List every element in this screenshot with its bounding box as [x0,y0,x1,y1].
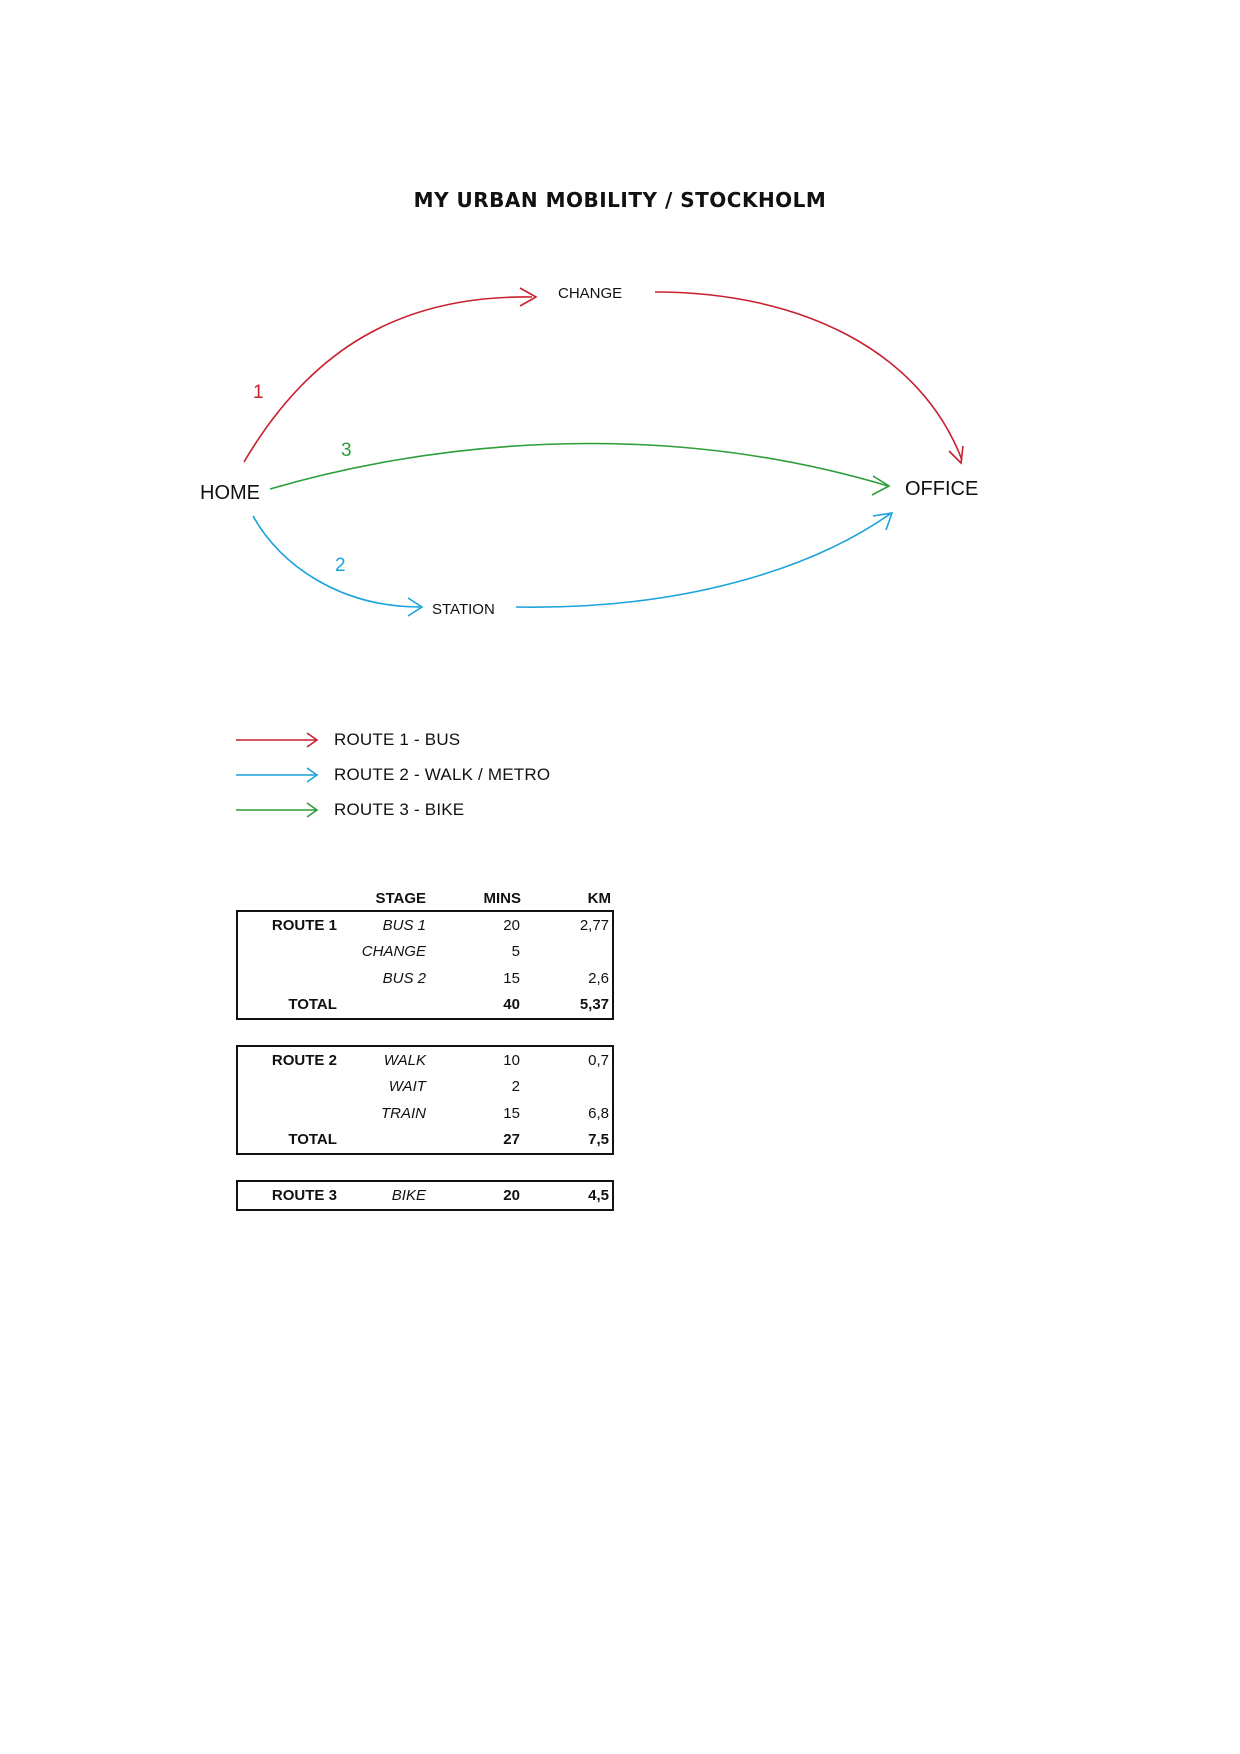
legend [234,722,550,827]
node-change: CHANGE [558,285,623,302]
mins-cell: 20 [503,916,520,934]
node-station: STATION [432,601,495,618]
route-name: ROUTE 2 [271,1051,337,1069]
stage-cell: BUS 1 [382,916,426,934]
route-1-arrow-icon [234,730,320,750]
node-office: OFFICE [905,478,979,500]
table-row [238,1100,612,1127]
stage-cell: WAIT [388,1078,426,1096]
stage-cell: WALK [383,1051,426,1069]
stage-cell: BIKE [391,1186,426,1204]
node-home: HOME [200,482,260,504]
table-row [238,1182,612,1209]
legend-label: ROUTE 2 - WALK / METRO [334,764,551,784]
mins-cell: 15 [503,969,520,987]
km-cell: 2,6 [588,969,610,987]
table-row [238,939,612,966]
header-km: KM [587,889,611,907]
mins-cell: 20 [503,1186,520,1204]
legend-item-route-2 [234,757,550,792]
stage-cell: CHANGE [361,943,426,961]
mins-cell: 15 [503,1104,520,1122]
total-mins: 27 [503,1131,520,1149]
total-label: TOTAL [288,1131,337,1149]
table-row [238,912,612,939]
header-stage: STAGE [375,889,426,907]
total-km: 5,37 [579,996,610,1014]
route-2-table [236,1045,614,1155]
route-diagram [0,0,1240,700]
route-1-arrowhead-office [949,446,963,463]
route-2-arrow-icon [234,765,320,785]
route-1-leg-2 [655,292,962,460]
km-cell: 0,7 [588,1051,610,1069]
route-2-leg-2 [516,514,890,607]
stage-cell: BUS 2 [382,969,426,987]
legend-item-route-3 [234,792,550,827]
total-label: TOTAL [288,996,337,1014]
legend-label: ROUTE 1 - BUS [334,729,461,749]
km-cell: 6,8 [588,1104,610,1122]
km-cell: 2,77 [579,916,610,934]
mins-cell: 10 [503,1051,520,1069]
route-name: ROUTE 3 [271,1186,337,1204]
mins-cell: 2 [511,1078,520,1096]
route-3-arrow-icon [234,800,320,820]
total-km: 7,5 [588,1131,610,1149]
route-2-number: 2 [335,555,346,576]
route-1-leg-1 [244,297,532,462]
route-name: ROUTE 1 [271,916,337,934]
route-1-table [236,910,614,1020]
route-tables [236,886,614,1211]
header-mins: MINS [483,889,521,907]
km-cell: 4,5 [588,1186,610,1204]
route-3-number: 3 [341,440,352,461]
total-row [238,1127,612,1154]
route-3-table [236,1180,614,1211]
legend-label: ROUTE 3 - BIKE [334,799,465,819]
page-title: MY URBAN MOBILITY / STOCKHOLM [413,188,827,212]
table-row [238,965,612,992]
table-row [238,1047,612,1074]
route-3-line [270,444,888,489]
table-header [236,886,614,910]
mins-cell: 5 [511,943,520,961]
stage-cell: TRAIN [380,1104,426,1122]
total-mins: 40 [503,996,520,1014]
total-row [238,992,612,1019]
legend-item-route-1 [234,722,550,757]
table-row [238,1074,612,1101]
route-1-number: 1 [253,382,264,403]
